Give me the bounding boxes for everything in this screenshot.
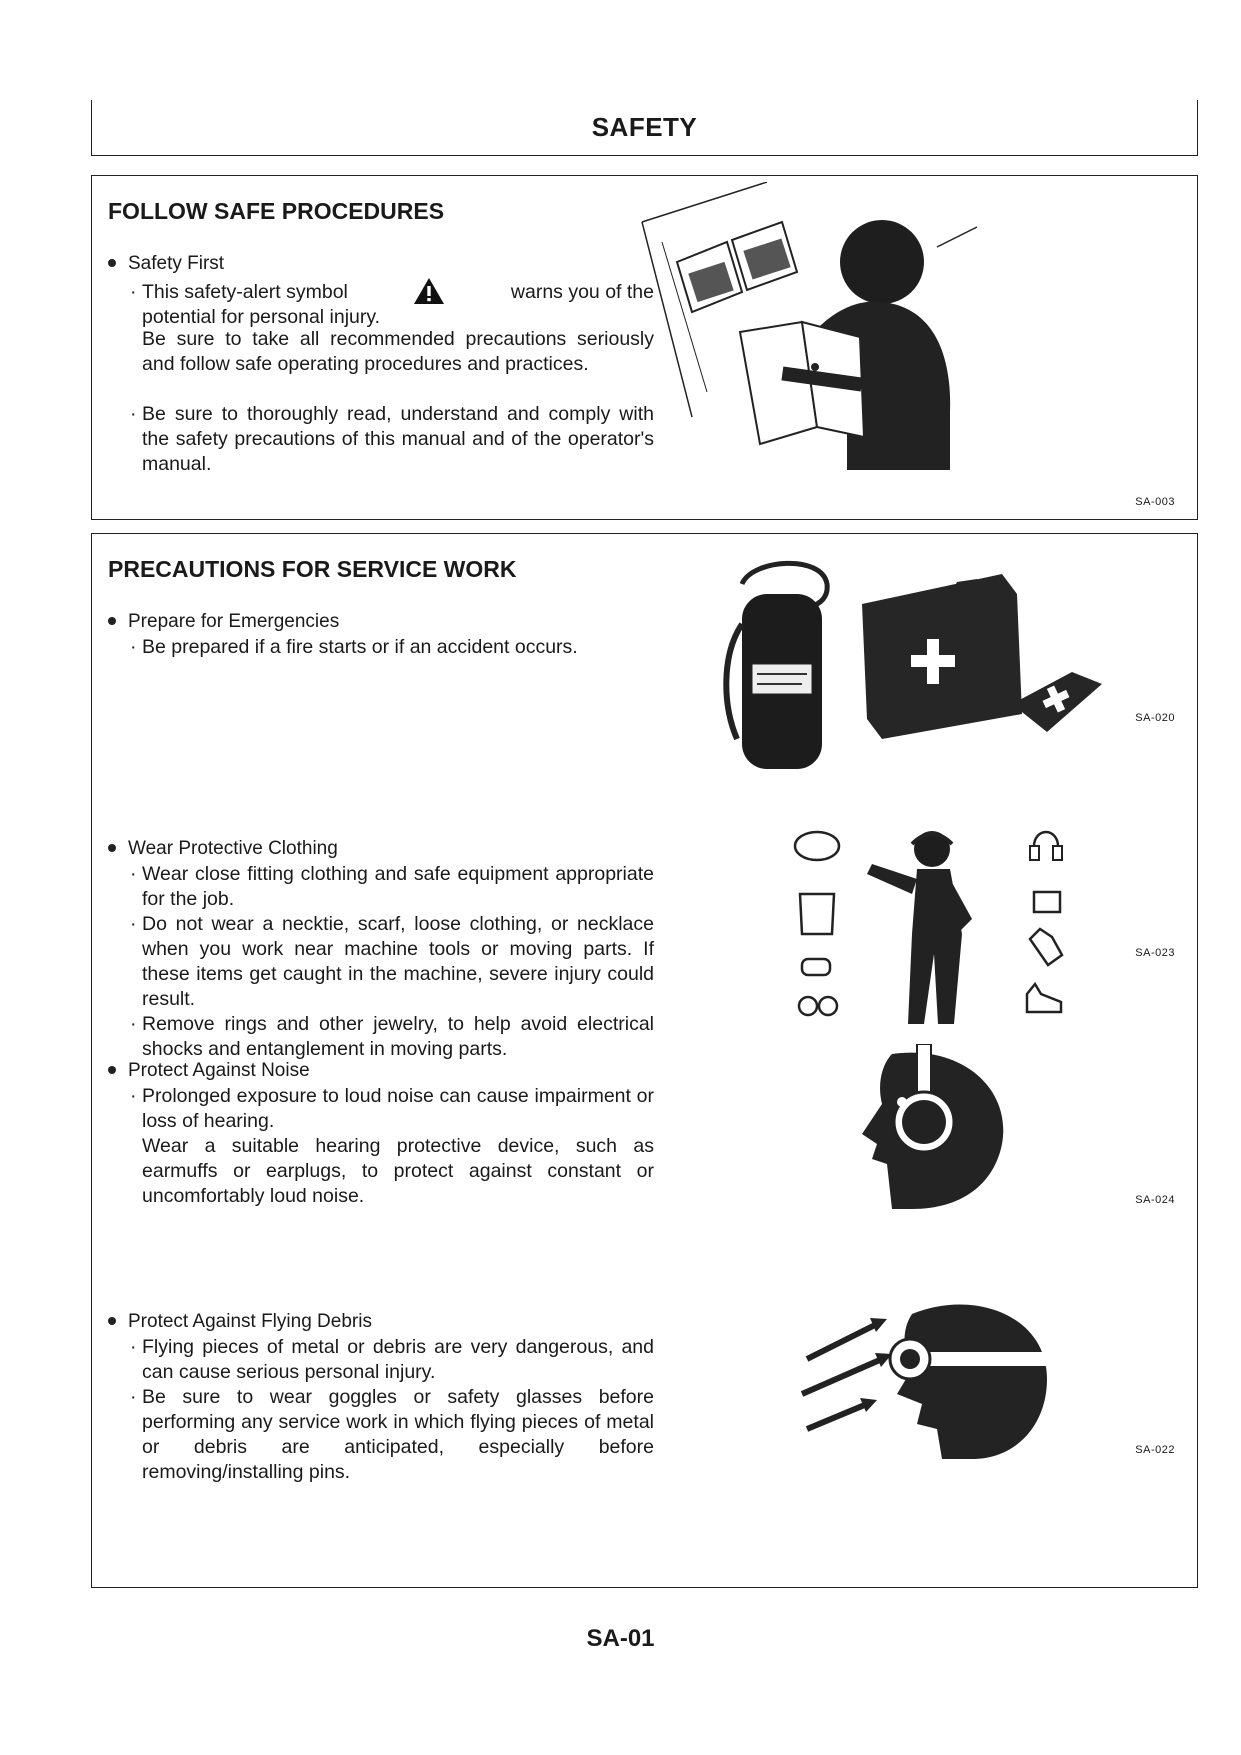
alert-text-cont: potential for personal injury. bbox=[142, 306, 381, 328]
clothing-paragraph-2: · Do not wear a necktie, scarf, loose clothing, or necklace when you work near machine tools or moving parts. If these items get caught in the machine, severe injury could result. bbox=[130, 913, 654, 1010]
bullet-dot-icon bbox=[108, 844, 116, 852]
bullet-heading: Protect Against Flying Debris bbox=[108, 1311, 372, 1333]
emergency-paragraph: · Be prepared if a fire starts or if an accident occurs. bbox=[130, 636, 578, 658]
precautions-service-work-panel bbox=[91, 533, 1198, 1588]
safety-alert-icon bbox=[413, 277, 445, 305]
bullet-heading: Prepare for Emergencies bbox=[108, 611, 339, 633]
hearing-protection-illustration bbox=[832, 1044, 1012, 1214]
debris-paragraph-2: · Be sure to wear goggles or safety glasses before performing any service work in which flying pieces of metal or debris are anticipated, especially before removing/installing pins. bbox=[130, 1386, 654, 1483]
clothing-paragraph-1: · Wear close fitting clothing and safe equipment appropriate for the job. bbox=[130, 863, 654, 910]
bullet-dot-icon bbox=[108, 617, 116, 625]
section-title: FOLLOW SAFE PROCEDURES bbox=[108, 198, 445, 224]
reading-manual-illustration bbox=[632, 182, 1002, 472]
figure-code: SA-020 bbox=[1135, 712, 1175, 724]
section-title: PRECAUTIONS FOR SERVICE WORK bbox=[108, 556, 517, 582]
eye-protection-illustration bbox=[792, 1294, 1072, 1464]
bullet-heading: Wear Protective Clothing bbox=[108, 838, 338, 860]
bullet-dot-icon bbox=[108, 1066, 116, 1074]
figure-code: SA-003 bbox=[1135, 496, 1175, 508]
clothing-paragraph-3: · Remove rings and other jewelry, to help avoid electrical shocks and entanglement in moving parts. bbox=[130, 1013, 654, 1060]
precautions-paragraph: Be sure to take all recommended precautions seriously and follow safe operating procedures and practices. bbox=[142, 328, 654, 375]
figure-code: SA-024 bbox=[1135, 1194, 1175, 1206]
read-manual-paragraph: · Be sure to thoroughly read, understand and comply with the safety precautions of this manual and of the operator's manual. bbox=[130, 403, 654, 475]
header-box bbox=[91, 100, 1198, 156]
bullet-dot-icon bbox=[108, 259, 116, 267]
bullet-heading: Protect Against Noise bbox=[108, 1060, 310, 1082]
page-title: SAFETY bbox=[591, 112, 698, 142]
alert-text-after: warns you of the bbox=[510, 281, 654, 303]
noise-paragraph-2: Wear a suitable hearing protective device, such as earmuffs or earplugs, to protect against constant or uncomfortably loud noise. bbox=[142, 1135, 654, 1207]
page-number: SA-01 bbox=[586, 1625, 655, 1652]
safety-alert-paragraph: · This safety-alert symbol warns you of the potential for personal injury. bbox=[130, 277, 654, 330]
protective-clothing-illustration bbox=[772, 824, 1092, 1024]
figure-code: SA-023 bbox=[1135, 947, 1175, 959]
bullet-heading: Safety First bbox=[108, 253, 224, 275]
noise-paragraph-1: · Prolonged exposure to loud noise can cause impairment or loss of hearing. bbox=[130, 1085, 654, 1132]
debris-paragraph-1: · Flying pieces of metal or debris are very dangerous, and can cause serious personal injury. bbox=[130, 1336, 654, 1383]
bullet-dot-icon bbox=[108, 1317, 116, 1325]
figure-code: SA-022 bbox=[1135, 1444, 1175, 1456]
alert-text-before: This safety-alert symbol bbox=[142, 281, 348, 303]
follow-safe-procedures-panel bbox=[91, 175, 1198, 520]
fire-extinguisher-first-aid-illustration bbox=[712, 554, 1112, 769]
